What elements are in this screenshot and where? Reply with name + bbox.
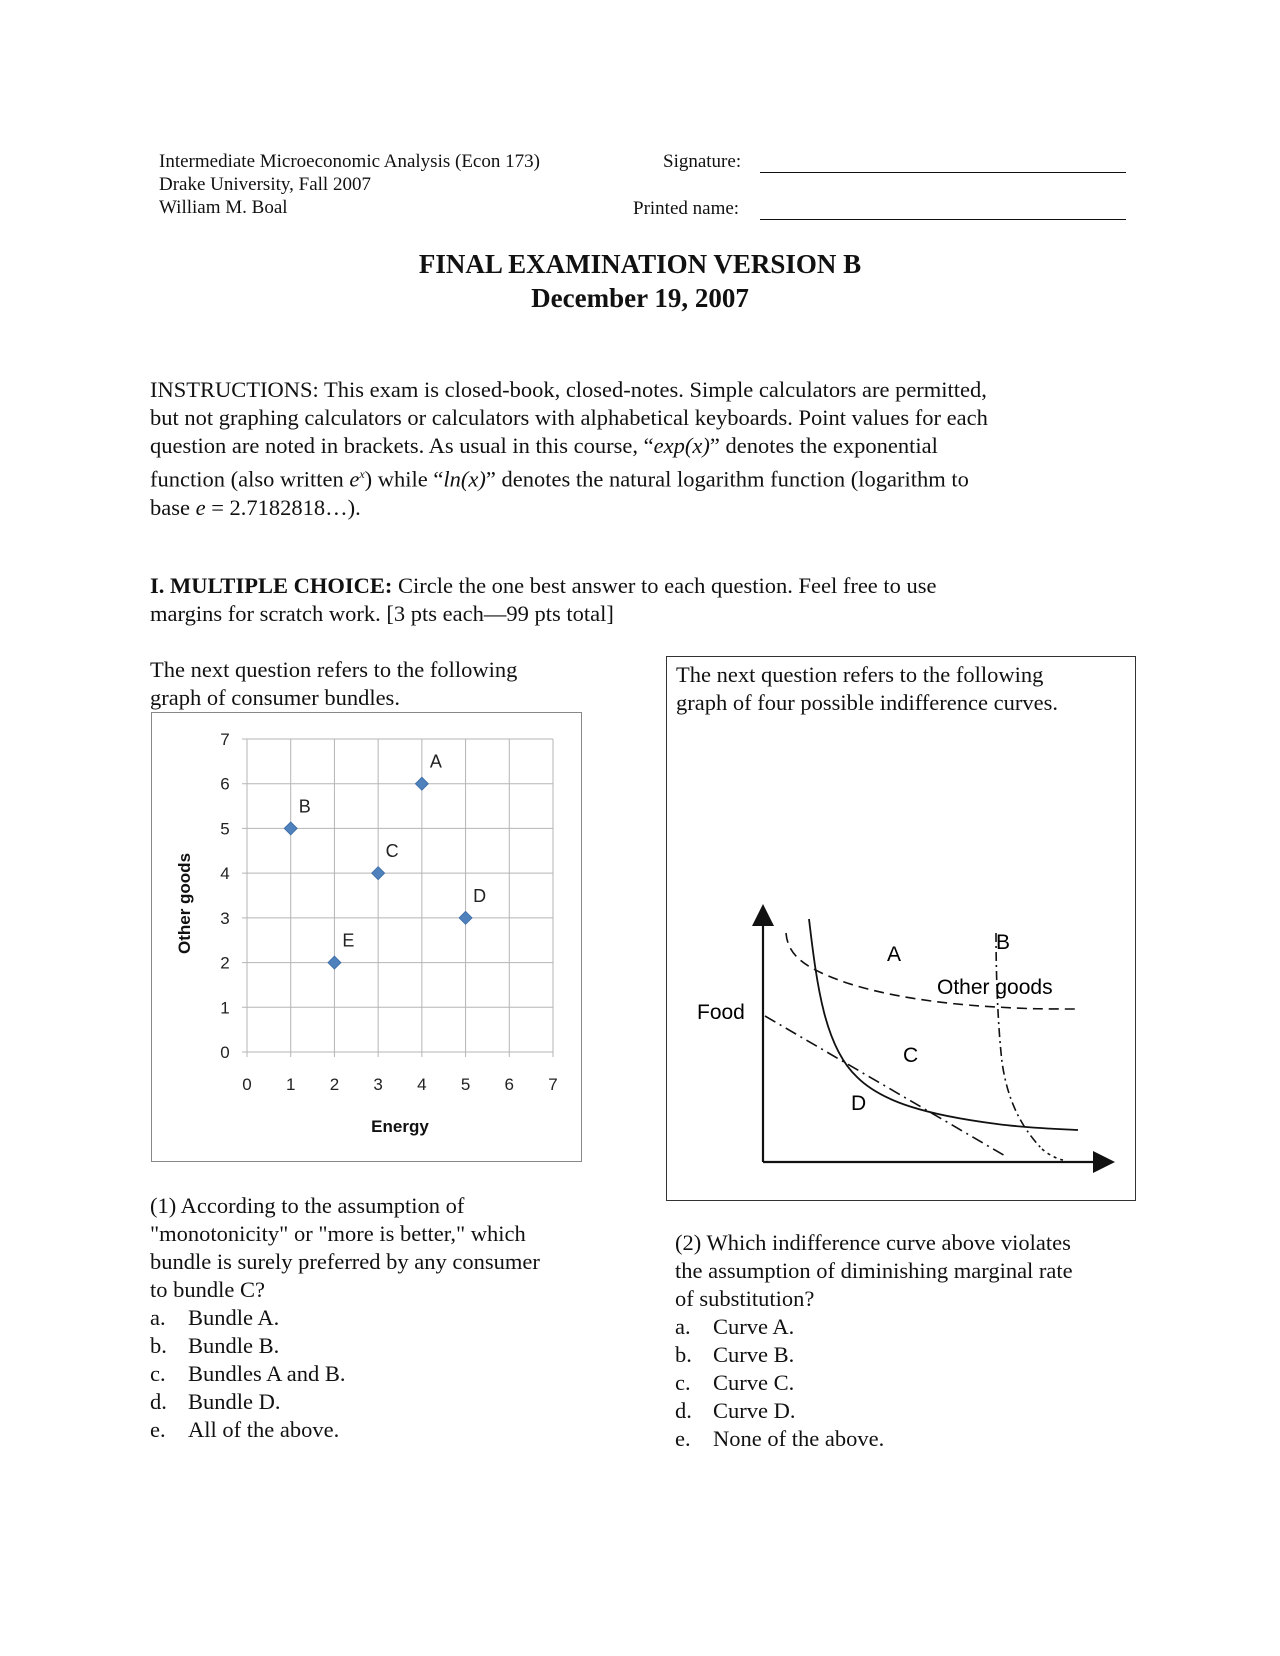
instructions <box>150 376 1150 522</box>
data-point-a <box>415 777 428 790</box>
data-label-c: C <box>385 841 399 862</box>
q1-option-c[interactable] <box>150 1360 590 1388</box>
q1-intro <box>150 656 580 712</box>
x-tick-label: 3 <box>373 1075 383 1094</box>
y-tick-label: 3 <box>220 908 230 928</box>
option-letter: d. <box>675 1398 692 1423</box>
option-letter: b. <box>150 1333 167 1358</box>
q1-option-e[interactable] <box>150 1416 590 1444</box>
q1-options <box>150 1304 590 1444</box>
instructions-text: function (also written <box>150 466 350 492</box>
curve-c-label: C <box>903 1044 919 1067</box>
y-tick-label: 0 <box>220 1043 230 1062</box>
data-point-b <box>284 822 297 835</box>
signature-line[interactable] <box>760 154 1126 173</box>
q1-stem-line: to bundle C? <box>150 1277 265 1302</box>
x-tick-label: 2 <box>329 1075 340 1094</box>
curve-b <box>996 933 1042 1149</box>
curve-d-label: D <box>851 1092 867 1115</box>
q1-stem-line: "monotonicity" or "more is better," which <box>150 1221 526 1246</box>
x-tick-label: 5 <box>460 1075 471 1094</box>
data-point-d <box>459 911 472 924</box>
q2-options <box>675 1313 1145 1453</box>
x-tick-label: 0 <box>242 1075 252 1094</box>
section-text: Circle the one best answer to each question. Feel free to use <box>392 573 937 598</box>
y-tick-label: 6 <box>220 774 230 794</box>
data-label-d: D <box>473 885 487 906</box>
option-letter: c. <box>150 1361 166 1386</box>
section-heading <box>150 572 1150 628</box>
q1-option-a[interactable] <box>150 1304 590 1332</box>
q1-stem-line: bundle is surely preferred by any consumer <box>150 1249 540 1274</box>
data-label-a: A <box>429 751 442 772</box>
option-text: Bundle D. <box>188 1389 281 1414</box>
q1-intro-line: graph of consumer bundles. <box>150 685 400 710</box>
instructions-text: ) while “ <box>364 466 444 492</box>
option-letter: d. <box>150 1389 167 1414</box>
q1-stem-line: (1) According to the assumption of <box>150 1193 465 1218</box>
section-label: I. MULTIPLE CHOICE: <box>150 573 393 598</box>
instructions-text: ” denotes the exponential <box>709 433 938 458</box>
data-label-e: E <box>342 930 355 951</box>
q1-intro-line: The next question refers to the following <box>150 657 518 682</box>
y-tick-label: 1 <box>220 998 230 1018</box>
x-tick-label: 4 <box>417 1075 427 1094</box>
instructor: William M. Boal <box>159 197 288 218</box>
course-title: Intermediate Microeconomic Analysis (Econ 173) <box>159 151 540 172</box>
q1-option-d[interactable] <box>150 1388 590 1416</box>
instructions-text: but not graphing calculators or calculators with alphabetical keyboards. Point values for each <box>150 405 988 430</box>
y-tick-label: 2 <box>220 953 230 973</box>
x-axis-label: Energy <box>371 1117 429 1136</box>
option-letter: b. <box>675 1342 692 1367</box>
x-tick-label: 1 <box>285 1075 296 1094</box>
other-goods-axis-label: Other goods <box>937 976 1053 999</box>
q2-stem-line: (2) Which indifference curve above violates <box>675 1230 1071 1255</box>
indifference-panel <box>666 656 1136 1201</box>
data-label-b: B <box>298 796 311 817</box>
option-text: Curve A. <box>713 1314 795 1339</box>
y-axis-label: Other goods <box>175 852 194 955</box>
q2-option-e[interactable] <box>675 1425 1145 1453</box>
instructions-text: question are noted in brackets. As usual in this course, “ <box>150 433 654 458</box>
section-text: margins for scratch work. [3 pts each—99 pts total] <box>150 601 614 626</box>
option-text: Curve B. <box>713 1342 795 1367</box>
q1-stem <box>150 1192 590 1304</box>
option-text: All of the above. <box>188 1417 340 1442</box>
q2-option-c[interactable] <box>675 1369 1145 1397</box>
y-tick-label: 5 <box>220 819 230 839</box>
university: Drake University, Fall 2007 <box>159 174 371 195</box>
q2-intro-line: The next question refers to the following <box>676 662 1044 687</box>
option-text: Bundle A. <box>188 1305 280 1330</box>
y-tick-label: 7 <box>220 730 230 749</box>
q2-option-a[interactable] <box>675 1313 1145 1341</box>
instructions-text: ” denotes the natural logarithm function (logarithm to <box>485 466 969 492</box>
option-letter: a. <box>675 1314 691 1339</box>
e-notation: e <box>195 494 206 520</box>
option-letter: e. <box>675 1426 691 1451</box>
data-point-e <box>328 956 341 969</box>
instructions-text: base <box>150 494 196 520</box>
indifference-diagram <box>667 657 1137 1202</box>
y-tick-label: 4 <box>220 864 230 884</box>
option-letter: c. <box>675 1370 691 1395</box>
option-text: None of the above. <box>713 1426 885 1451</box>
q2-option-d[interactable] <box>675 1397 1145 1425</box>
printed-name-line[interactable] <box>760 201 1126 220</box>
data-point-c <box>372 867 385 880</box>
option-text: Curve D. <box>713 1398 796 1423</box>
option-text: Bundles A and B. <box>188 1361 346 1386</box>
instructions-text: This exam is closed-book, closed-notes. Simple calculators are permitted, <box>318 377 987 402</box>
curve-a-label: A <box>887 943 902 966</box>
superscript-x: x <box>359 467 365 481</box>
q2-stem-line: of substitution? <box>675 1286 815 1311</box>
printed-name-label: Printed name: <box>633 198 740 219</box>
scatter-chart-panel <box>151 712 582 1162</box>
option-text: Bundle B. <box>188 1333 280 1358</box>
curve-d <box>809 919 1078 1130</box>
curve-b-tail <box>1042 1149 1063 1160</box>
exam-date: December 19, 2007 <box>531 283 749 313</box>
scatter-chart <box>152 713 583 1163</box>
option-letter: a. <box>150 1305 166 1330</box>
option-letter: e. <box>150 1417 166 1442</box>
exp-notation: exp(x) <box>653 433 710 458</box>
ln-notation: ln(x) <box>443 466 486 492</box>
curve-c <box>765 1016 1007 1157</box>
q2-option-b[interactable] <box>675 1341 1145 1369</box>
instructions-label: INSTRUCTIONS: <box>150 377 319 402</box>
q2-intro-line: graph of four possible indifference curves. <box>676 690 1058 715</box>
instructions-text: = 2.7182818…). <box>205 494 361 520</box>
q2-stem <box>675 1229 1145 1313</box>
option-text: Curve C. <box>713 1370 795 1395</box>
curve-b-label: B <box>996 931 1011 954</box>
signature-label: Signature: <box>663 151 742 172</box>
food-axis-label: Food <box>697 1001 745 1024</box>
x-tick-label: 6 <box>504 1075 515 1094</box>
x-tick-label: 7 <box>548 1075 558 1094</box>
q1-option-b[interactable] <box>150 1332 590 1360</box>
exam-title: FINAL EXAMINATION VERSION B <box>418 249 862 279</box>
q2-stem-line: the assumption of diminishing marginal rate <box>675 1258 1073 1283</box>
e-notation: e <box>349 466 360 492</box>
